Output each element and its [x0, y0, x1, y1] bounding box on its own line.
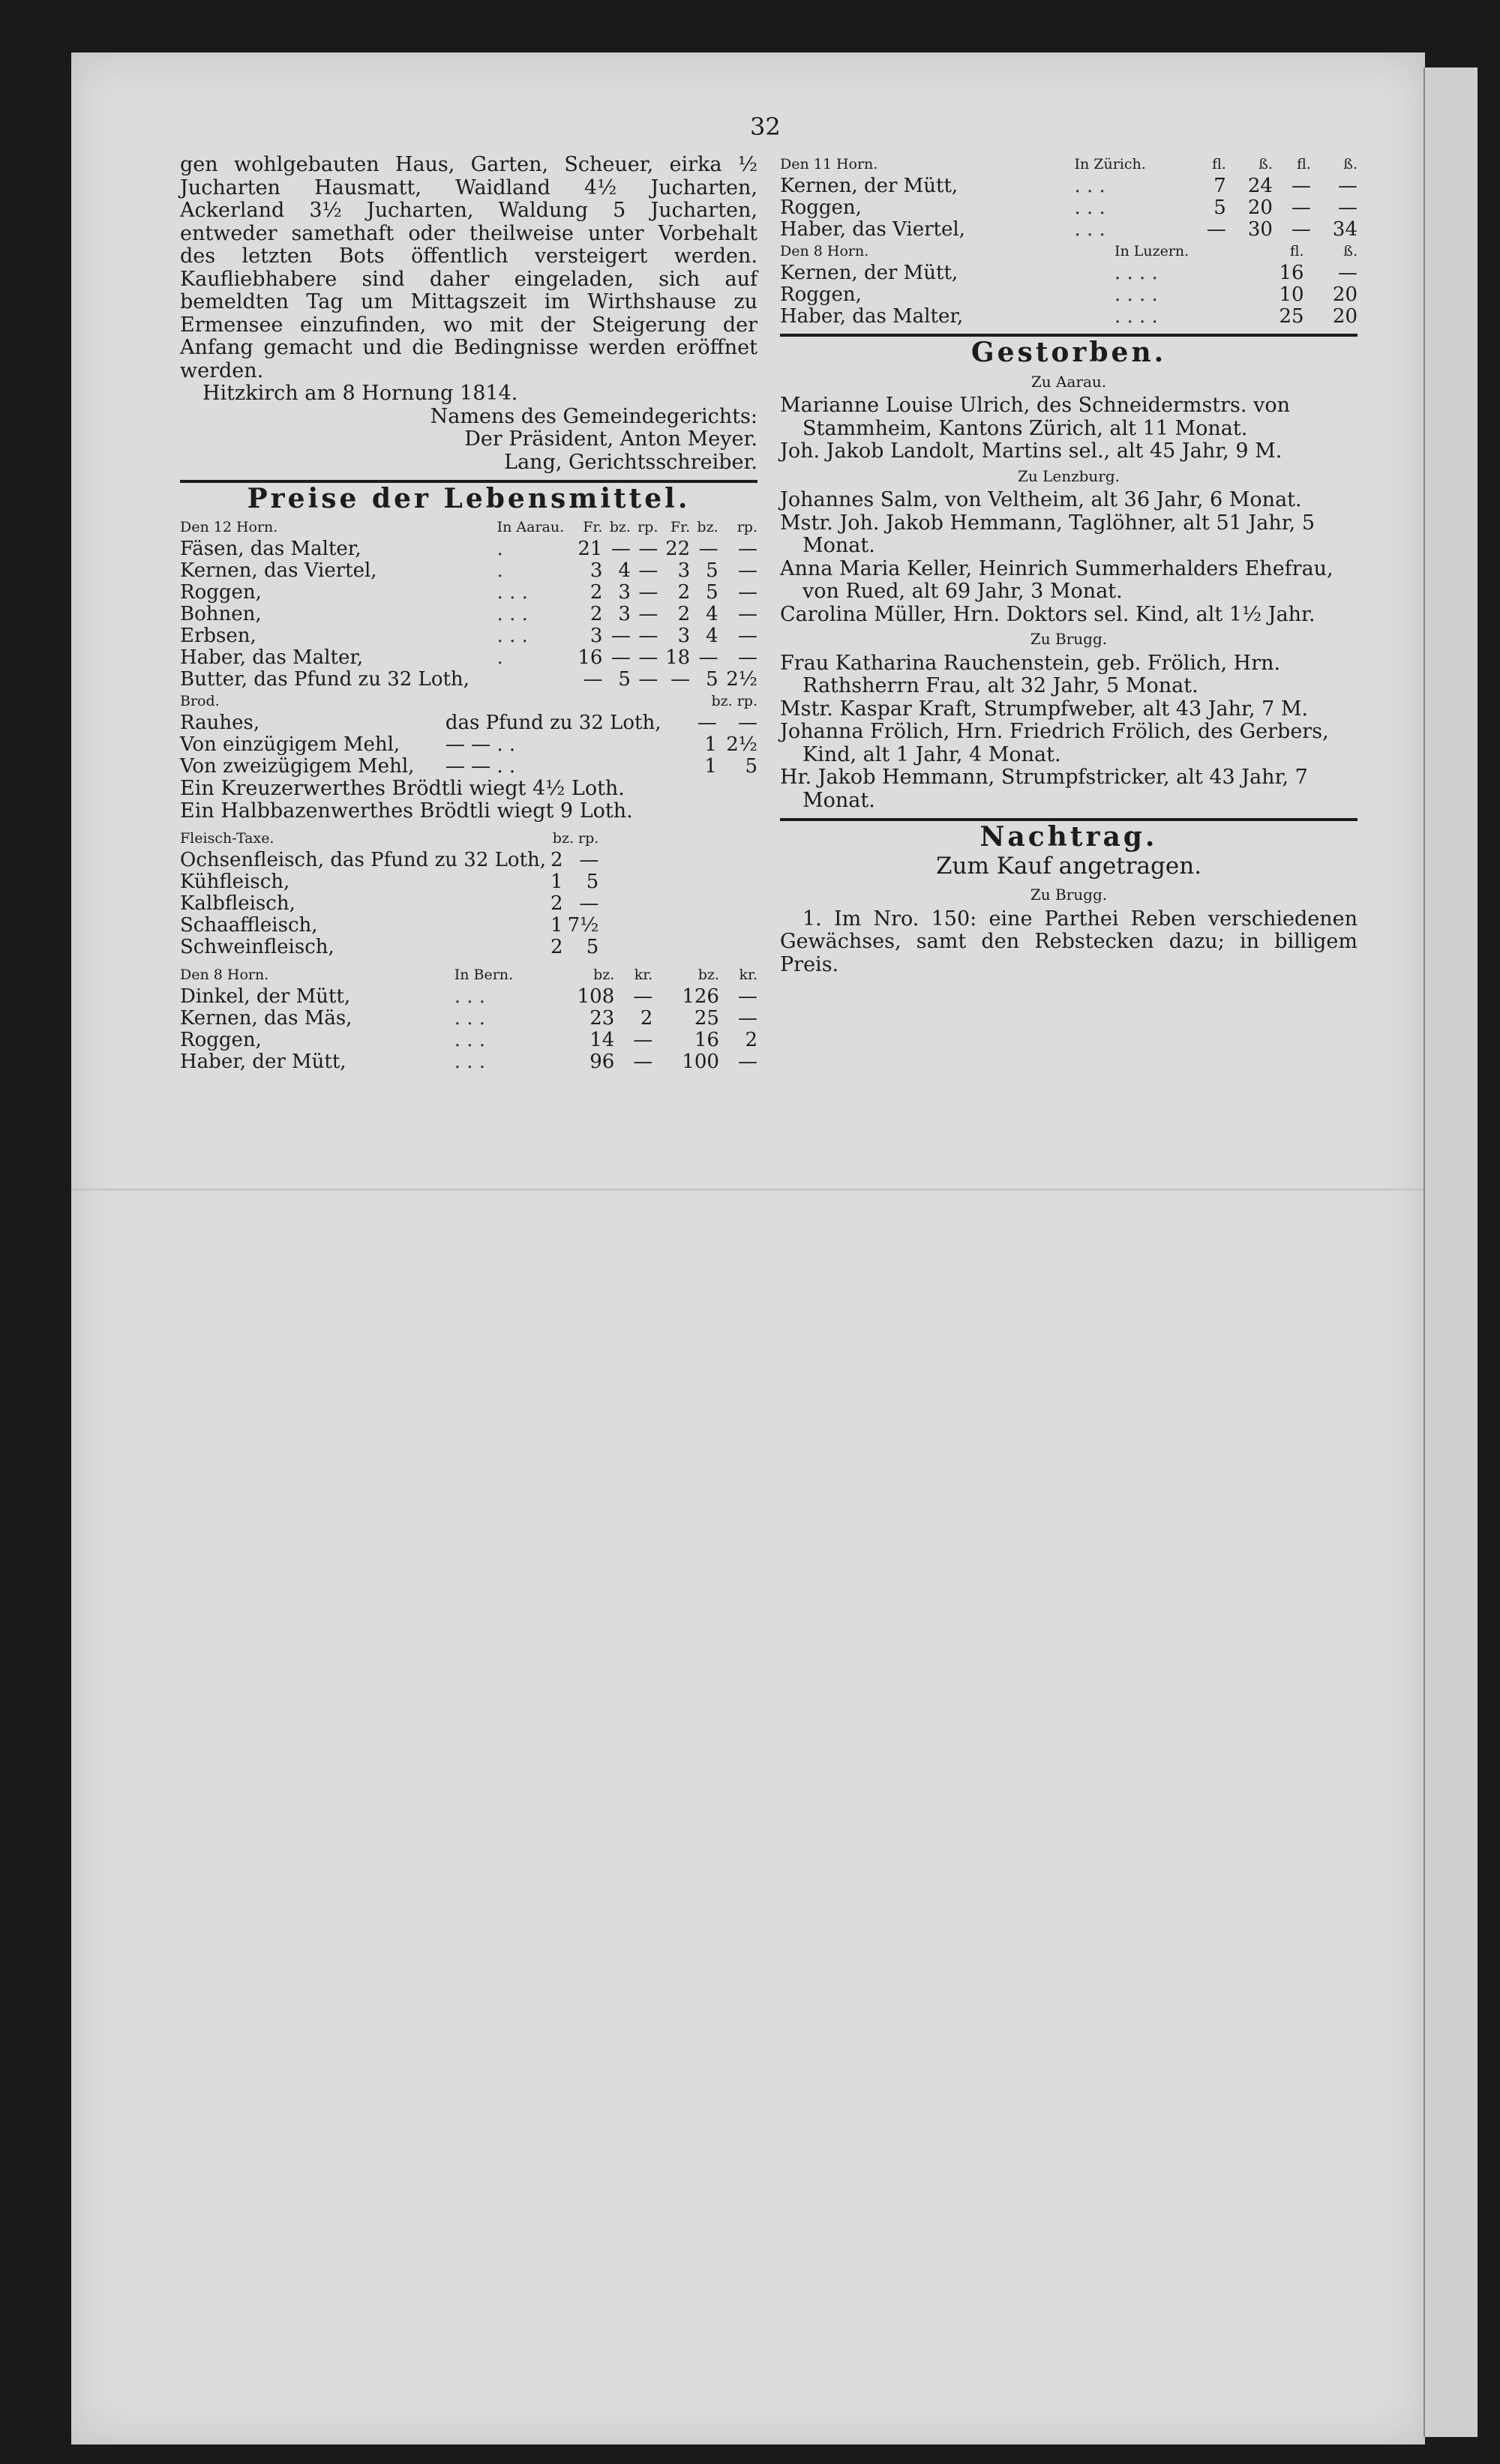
leader-dots: . . .: [454, 985, 486, 1008]
value-cell: 2: [640, 1006, 653, 1030]
value-cell: 3: [677, 559, 691, 582]
left-column: [180, 154, 758, 1073]
value-cell: —: [698, 646, 718, 669]
item-detail: — — . .: [445, 754, 516, 778]
value-cell: 16: [694, 1028, 719, 1051]
item-cell: Rauhes,: [180, 711, 260, 734]
value-cell: 1: [704, 754, 717, 778]
price-row: [780, 197, 1358, 219]
subhead-brugg: Zu Brugg.: [1030, 630, 1108, 648]
meat-row: [180, 915, 598, 937]
value-cell: 126: [682, 985, 719, 1008]
value-cell: 2: [590, 580, 603, 604]
fleisch-label: Fleisch-Taxe.: [180, 829, 274, 847]
value-cell: —: [579, 848, 599, 871]
value-cell: —: [638, 624, 658, 647]
value-cell: 16: [578, 646, 603, 669]
signature-line-2: Der Präsident, Anton Meyer.: [464, 427, 758, 451]
fleisch-table: [180, 828, 598, 958]
item-cell: Haber, das Malter,: [780, 305, 964, 328]
value-cell: 1: [704, 733, 717, 756]
leader-dots: . . .: [1074, 175, 1106, 197]
value-cell: —: [1206, 218, 1226, 241]
value-cell: —: [1291, 175, 1311, 197]
price-row: [180, 625, 758, 647]
item-cell: Roggen,: [780, 283, 862, 306]
value-cell: 18: [665, 646, 691, 669]
value-cell: —: [1291, 218, 1311, 241]
value-cell: 30: [1247, 218, 1273, 241]
meat-row: [180, 871, 598, 893]
value-cell: 20: [1247, 196, 1273, 219]
value-cell: —: [633, 1028, 653, 1051]
right-column: [780, 154, 1358, 976]
leader-dots: .: [496, 646, 503, 669]
header-cell: bz.: [698, 966, 719, 983]
place-cell: In Aarau.: [496, 518, 565, 535]
signature-line-1: Namens des Gemeindegerichts:: [430, 404, 758, 428]
value-cell: 3: [590, 624, 603, 647]
leader-dots: . . .: [454, 1028, 486, 1051]
leader-dots: . . .: [1074, 196, 1106, 219]
item-cell: Kühfleisch,: [180, 870, 290, 893]
header-cell: kr.: [739, 966, 758, 983]
item-cell: Ochsenfleisch, das Pfund zu 32 Loth,: [180, 848, 547, 871]
death-entry: Marianne Louise Ulrich, des Schneidermstrs. von Stammheim, Kantons Zürich, alt 11 Monat.: [780, 394, 1290, 440]
value-cell: 2: [590, 602, 603, 625]
aarau-price-table: [180, 517, 758, 691]
header-cell: ß.: [1343, 243, 1358, 259]
value-cell: —: [738, 537, 758, 560]
value-cell: 1: [550, 913, 563, 937]
value-cell: —: [579, 892, 599, 915]
value-cell: 7½: [567, 913, 599, 937]
value-cell: —: [1338, 175, 1358, 197]
value-cell: —: [738, 624, 758, 647]
price-row: [180, 669, 758, 691]
item-cell: Roggen,: [180, 1028, 262, 1051]
price-row: [780, 219, 1358, 241]
item-cell: Fäsen, das Malter,: [180, 537, 362, 560]
header-cell: bz.: [697, 518, 718, 535]
item-cell: Haber, das Viertel,: [780, 218, 965, 241]
leader-dots: . . .: [496, 580, 528, 604]
subhead-aarau: Zu Aarau.: [1030, 372, 1107, 391]
for-sale-title: Zum Kauf angetragen.: [935, 852, 1202, 880]
item-cell: Bohnen,: [180, 602, 262, 625]
price-row: [180, 647, 758, 669]
item-cell: Erbsen,: [180, 624, 256, 647]
auction-notice-text: gen wohlgebauten Haus, Garten, Scheuer, eirka ½ Jucharten Hausmatt, Waidland 4½ Jucharten, Ackerland 3½ Jucharten, Waldung 5 Jucharten, entweder samethaft oder theilweise unter Vorbehalt des letzten Bots öffentlich versteigert werden. Kaufliebhabere sind daher eingeladen, sich auf bemeldten Tag um Mittagszeit im Wirthshause zu Ermensee einzufinden, wo mit der Steigerung der Anfang gemacht und die Bedingnisse werden eröffnet werden.: [180, 153, 758, 382]
leader-dots: . . . .: [1114, 262, 1158, 284]
value-cell: 2: [745, 1028, 758, 1051]
header-cell: fl.: [1297, 156, 1311, 172]
item-cell: Haber, der Mütt,: [180, 1050, 346, 1073]
value-cell: 23: [590, 1006, 615, 1030]
page-number: 32: [750, 112, 781, 141]
value-cell: —: [610, 624, 631, 647]
leader-dots: . . .: [454, 1050, 486, 1073]
header-cell: Fr.: [670, 518, 691, 535]
value-cell: 3: [677, 624, 691, 647]
value-cell: 3: [618, 602, 631, 625]
death-entry: Johannes Salm, von Veltheim, alt 36 Jahr, 6 Monat.: [780, 488, 1302, 511]
price-row: [180, 538, 758, 560]
value-cell: 25: [1279, 305, 1304, 328]
value-cell: 5: [706, 667, 718, 691]
value-cell: —: [738, 985, 758, 1008]
death-entry: Hr. Jakob Hemmann, Strumpfstricker, alt 43 Jahr, 7 Monat.: [780, 766, 1308, 812]
price-row: [780, 175, 1358, 197]
leader-dots: . . .: [496, 602, 528, 625]
brod-weight-line-2: Ein Halbbazenwerthes Brödtli wiegt 9 Loth.: [180, 799, 633, 823]
value-cell: —: [638, 667, 658, 691]
item-cell: Von zweizügigem Mehl,: [180, 754, 415, 778]
item-cell: Kernen, der Mütt,: [780, 262, 958, 284]
value-cell: 10: [1279, 283, 1304, 306]
value-cell: —: [1338, 196, 1358, 219]
value-cell: 2: [550, 892, 563, 915]
value-cell: 5: [586, 935, 599, 958]
value-cell: —: [1338, 262, 1358, 284]
date-cell: Den 8 Horn.: [180, 966, 269, 983]
value-cell: 108: [577, 985, 615, 1008]
fleisch-units: bz. rp.: [552, 829, 599, 847]
place-date: Hitzkirch am 8 Hornung 1814.: [202, 382, 518, 405]
value-cell: —: [638, 559, 658, 582]
value-cell: 25: [694, 1006, 719, 1030]
value-cell: 5: [1214, 196, 1226, 219]
death-entry: Mstr. Kaspar Kraft, Strumpfweber, alt 43 Jahr, 7 M.: [780, 697, 1309, 721]
value-cell: —: [738, 711, 758, 734]
value-cell: 2½: [726, 733, 758, 756]
value-cell: 5: [706, 559, 718, 582]
place-cell: In Bern.: [454, 966, 514, 983]
item-detail: — — . .: [445, 733, 516, 756]
item-cell: Roggen,: [180, 580, 262, 604]
leader-dots: .: [496, 559, 503, 582]
brod-header-row: [180, 691, 758, 712]
value-cell: 21: [578, 537, 603, 560]
value-cell: 4: [706, 624, 718, 647]
value-cell: —: [638, 646, 658, 669]
price-row: [780, 284, 1358, 306]
leader-dots: [497, 669, 571, 691]
value-cell: 22: [665, 537, 691, 560]
place-cell: In Zürich.: [1074, 156, 1146, 172]
value-cell: 20: [1332, 305, 1358, 328]
value-cell: 100: [682, 1050, 719, 1073]
value-cell: —: [670, 667, 691, 691]
price-row: [180, 1030, 758, 1051]
value-cell: 5: [706, 580, 718, 604]
death-entry: Carolina Müller, Hrn. Doktors sel. Kind, alt 1½ Jahr.: [780, 602, 1316, 626]
value-cell: —: [638, 602, 658, 625]
aarau-header-row: [180, 517, 758, 538]
price-row: [180, 1008, 758, 1030]
price-row: [180, 1051, 758, 1073]
item-cell: Schaaffleisch,: [180, 913, 318, 937]
price-row: [780, 262, 1358, 284]
value-cell: 7: [1214, 175, 1226, 197]
value-cell: —: [638, 537, 658, 560]
death-entry: Joh. Jakob Landolt, Martins sel., alt 45 Jahr, 9 M.: [780, 439, 1282, 463]
value-cell: 34: [1332, 218, 1358, 241]
value-cell: —: [633, 1050, 653, 1073]
zurich-price-table: [780, 154, 1358, 241]
brod-units: bz. rp.: [711, 692, 758, 709]
value-cell: —: [633, 985, 653, 1008]
value-cell: —: [738, 646, 758, 669]
header-cell: rp.: [638, 518, 658, 535]
value-cell: 2: [677, 580, 691, 604]
value-cell: —: [698, 537, 718, 560]
deaths-title: Gestorben.: [970, 337, 1167, 368]
item-cell: Schweinfleisch,: [180, 935, 334, 958]
zurich-header-row: [780, 154, 1358, 175]
value-cell: 20: [1332, 283, 1358, 306]
header-cell: Fr.: [583, 518, 603, 535]
item-cell: Kalbfleisch,: [180, 892, 296, 915]
date-cell: Den 11 Horn.: [780, 156, 878, 172]
death-entry: Frau Katharina Rauchenstein, geb. Frölich, Hrn. Rathsherrn Frau, alt 32 Jahr, 5 Monat.: [780, 651, 1281, 697]
value-cell: —: [738, 580, 758, 604]
brod-table: [180, 691, 758, 778]
value-cell: —: [738, 1050, 758, 1073]
next-page-edge: [1424, 67, 1478, 2437]
header-cell: rp.: [736, 518, 758, 535]
value-cell: 2: [677, 602, 691, 625]
bread-row: [180, 756, 758, 778]
value-cell: 4: [706, 602, 718, 625]
leader-dots: . . .: [454, 1006, 486, 1030]
subhead-brugg-sale: Zu Brugg.: [1030, 886, 1108, 904]
bern-price-table: [180, 964, 758, 1073]
item-cell: Dinkel, der Mütt,: [180, 985, 351, 1008]
value-cell: —: [738, 559, 758, 582]
header-cell: ß.: [1258, 156, 1273, 172]
death-entry: Mstr. Joh. Jakob Hemmann, Taglöhner, alt 51 Jahr, 5 Monat.: [780, 511, 1316, 557]
meat-row: [180, 937, 598, 958]
leader-dots: .: [496, 537, 503, 560]
value-cell: —: [610, 537, 631, 560]
item-detail: das Pfund zu 32 Loth,: [445, 711, 662, 734]
value-cell: 14: [590, 1028, 615, 1051]
price-row: [180, 582, 758, 604]
header-cell: bz.: [593, 966, 615, 983]
leader-dots: . . .: [1074, 218, 1106, 241]
death-entry: Johanna Frölich, Hrn. Friedrich Frölich, des Gerbers, Kind, alt 1 Jahr, 4 Monat.: [780, 720, 1329, 766]
item-cell: Butter, das Pfund zu 32 Loth,: [180, 667, 470, 691]
brod-weight-line-1: Ein Kreuzerwerthes Brödtli wiegt 4½ Loth.: [180, 776, 625, 800]
value-cell: 5: [586, 870, 599, 893]
value-cell: 24: [1247, 175, 1273, 197]
item-cell: Roggen,: [780, 196, 862, 219]
value-cell: —: [610, 646, 631, 669]
value-cell: 3: [590, 559, 603, 582]
header-cell: ß.: [1343, 156, 1358, 172]
item-cell: Haber, das Malter,: [180, 646, 364, 669]
bread-row: [180, 734, 758, 756]
value-cell: —: [738, 1006, 758, 1030]
luzern-price-table: [780, 241, 1358, 328]
item-cell: Kernen, der Mütt,: [780, 175, 958, 197]
price-row: [780, 306, 1358, 328]
price-row: [180, 560, 758, 582]
price-row: [180, 604, 758, 625]
value-cell: 5: [745, 754, 758, 778]
place-cell: In Luzern.: [1114, 243, 1190, 259]
death-entry: Anna Maria Keller, Heinrich Summerhalders Ehefrau, von Rued, alt 69 Jahr, 3 Monat.: [780, 556, 1334, 603]
date-cell: Den 8 Horn.: [780, 243, 869, 259]
value-cell: —: [583, 667, 603, 691]
date-cell: Den 12 Horn.: [180, 518, 278, 535]
value-cell: 2½: [726, 667, 758, 691]
leader-dots: . . .: [496, 624, 528, 647]
header-cell: bz.: [609, 518, 631, 535]
fleisch-header-row: [180, 828, 598, 850]
prices-title: Preise der Lebensmittel.: [247, 483, 691, 514]
value-cell: —: [1291, 196, 1311, 219]
value-cell: —: [738, 602, 758, 625]
luzern-header-row: [780, 241, 1358, 262]
subhead-lenzburg: Zu Lenzburg.: [1017, 466, 1120, 485]
value-cell: 96: [590, 1050, 615, 1073]
value-cell: 1: [550, 870, 563, 893]
addendum-title: Nachtrag.: [980, 821, 1158, 853]
for-sale-text: 1. Im Nro. 150: eine Parthei Reben verschiedenen Gewächses, samt den Rebstecken dazu; in billigem Preis.: [780, 907, 1358, 976]
item-cell: Kernen, das Viertel,: [180, 559, 377, 582]
value-cell: 4: [618, 559, 631, 582]
value-cell: —: [697, 711, 717, 734]
item-cell: Von einzügigem Mehl,: [180, 733, 400, 756]
leader-dots: . . . .: [1114, 305, 1158, 328]
brod-label: Brod.: [180, 692, 220, 709]
meat-row: [180, 893, 598, 915]
value-cell: 2: [550, 935, 563, 958]
value-cell: 16: [1279, 262, 1304, 284]
header-cell: fl.: [1212, 156, 1226, 172]
meat-row: [180, 850, 598, 871]
signature-line-3: Lang, Gerichtsschreiber.: [504, 450, 758, 474]
value-cell: 5: [618, 667, 631, 691]
page-fold: [71, 1189, 1425, 1191]
value-cell: 2: [550, 848, 563, 871]
value-cell: —: [638, 580, 658, 604]
value-cell: 3: [618, 580, 631, 604]
bread-row: [180, 712, 758, 734]
price-row: [180, 986, 758, 1008]
leader-dots: . . . .: [1114, 283, 1158, 306]
bern-header-row: [180, 964, 758, 986]
header-cell: kr.: [634, 966, 653, 983]
item-cell: Kernen, das Mäs,: [180, 1006, 352, 1030]
header-cell: fl.: [1289, 243, 1304, 259]
